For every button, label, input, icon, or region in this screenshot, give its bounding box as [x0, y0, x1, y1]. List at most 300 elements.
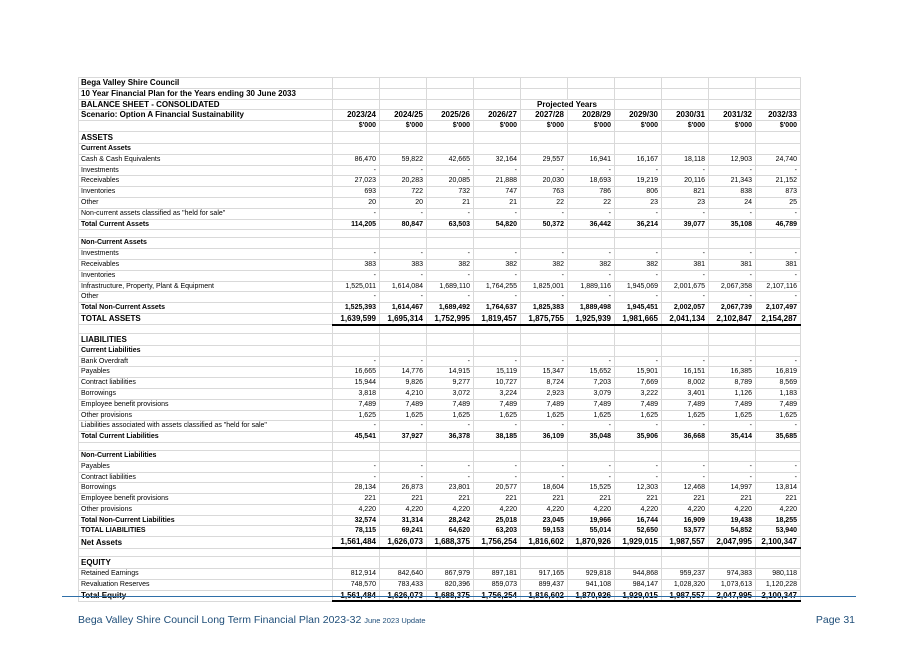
cell-value: 959,237: [662, 569, 709, 580]
year-header: 2031/32: [709, 110, 756, 121]
cell-value: 42,665: [427, 154, 474, 165]
year-header: 2025/26: [427, 110, 474, 121]
statement-row: [79, 99, 801, 110]
cell-value: 20,283: [380, 176, 427, 187]
table-row: [79, 399, 801, 410]
cell-value: 23: [615, 197, 662, 208]
cell-value: 1,875,755: [521, 313, 568, 324]
cell-value: -: [615, 165, 662, 176]
table-row: [79, 259, 801, 270]
cell-value: 383: [380, 259, 427, 270]
cell-value: 7,203: [568, 378, 615, 389]
cell-value: 1,764,637: [474, 303, 521, 314]
cell-value: 28,134: [333, 483, 380, 494]
cell-value: -: [568, 292, 615, 303]
row-label: LIABILITIES: [79, 333, 333, 345]
cell-value: 984,147: [615, 579, 662, 590]
table-row: [79, 410, 801, 421]
cell-value: 59,153: [521, 526, 568, 537]
cell-value: 221: [709, 494, 756, 505]
cell-value: 13,814: [756, 483, 801, 494]
cell-value: -: [380, 461, 427, 472]
cell-value: 382: [474, 259, 521, 270]
cell-value: 1,126: [709, 388, 756, 399]
row-label: Borrowings: [79, 483, 333, 494]
cell-value: 1,614,467: [380, 303, 427, 314]
cell-value: -: [709, 292, 756, 303]
cell-value: -: [662, 461, 709, 472]
cell-value: 1,625: [521, 410, 568, 421]
cell-value: 748,570: [333, 579, 380, 590]
cell-value: 1,625: [568, 410, 615, 421]
row-label: Non-current assets classified as "held for sale": [79, 208, 333, 219]
cell-value: 7,489: [709, 399, 756, 410]
cell-value: 1,626,073: [380, 590, 427, 601]
row-label: Current Assets: [79, 143, 333, 154]
cell-value: -: [380, 208, 427, 219]
cell-value: 24: [709, 197, 756, 208]
cell-value: 16,909: [662, 515, 709, 526]
total-row: [79, 526, 801, 537]
cell-value: 63,203: [474, 526, 521, 537]
total-row: [79, 432, 801, 443]
cell-value: 221: [662, 494, 709, 505]
spacer-row: [79, 325, 801, 334]
cell-value: 21,152: [756, 176, 801, 187]
year-header: 2023/24: [333, 110, 380, 121]
council-name: Bega Valley Shire Council: [79, 78, 333, 89]
plan-title: 10 Year Financial Plan for the Years ending 30 June 2033: [79, 88, 333, 99]
cell-value: 1,756,254: [474, 590, 521, 601]
cell-value: 15,652: [568, 367, 615, 378]
cell-value: 1,689,110: [427, 281, 474, 292]
cell-value: 2,001,675: [662, 281, 709, 292]
cell-value: -: [756, 472, 801, 483]
cell-value: 1,561,484: [333, 537, 380, 548]
cell-value: -: [662, 270, 709, 281]
year-header: 2027/28: [521, 110, 568, 121]
scenario-label: Scenario: Option A Financial Sustainability: [79, 110, 333, 121]
cell-value: 4,220: [333, 504, 380, 515]
cell-value: 786: [568, 187, 615, 198]
table-row: [79, 367, 801, 378]
cell-value: 20,085: [427, 176, 474, 187]
cell-value: 1,525,393: [333, 303, 380, 314]
cell-value: -: [380, 292, 427, 303]
section-heading-row: [79, 131, 801, 143]
cell-value: 1,028,320: [662, 579, 709, 590]
cell-value: 929,818: [568, 569, 615, 580]
row-label: Revaluation Reserves: [79, 579, 333, 590]
cell-value: 8,789: [709, 378, 756, 389]
cell-value: 50,372: [521, 219, 568, 230]
section-heading-row: [79, 333, 801, 345]
cell-value: -: [521, 208, 568, 219]
cell-value: 382: [521, 259, 568, 270]
cell-value: 381: [662, 259, 709, 270]
spacer-row: [79, 230, 801, 238]
cell-value: 46,789: [756, 219, 801, 230]
year-header: 2026/27: [474, 110, 521, 121]
cell-value: -: [333, 472, 380, 483]
table-row: [79, 292, 801, 303]
cell-value: -: [662, 472, 709, 483]
cell-value: 15,347: [521, 367, 568, 378]
row-label: Other: [79, 197, 333, 208]
cell-value: 732: [427, 187, 474, 198]
row-label: Inventories: [79, 187, 333, 198]
cell-value: 7,489: [521, 399, 568, 410]
cell-value: -: [662, 292, 709, 303]
cell-value: -: [474, 292, 521, 303]
cell-value: -: [474, 249, 521, 260]
cell-value: 2,067,358: [709, 281, 756, 292]
row-label: Payables: [79, 367, 333, 378]
cell-value: -: [333, 356, 380, 367]
cell-value: 2,102,847: [709, 313, 756, 324]
cell-value: 21: [427, 197, 474, 208]
cell-value: 21: [474, 197, 521, 208]
cell-value: 820,396: [427, 579, 474, 590]
cell-value: 4,220: [521, 504, 568, 515]
projected-years-label: Projected Years: [521, 99, 615, 110]
row-label: Contract liabilities: [79, 472, 333, 483]
cell-value: 221: [333, 494, 380, 505]
cell-value: 36,214: [615, 219, 662, 230]
cell-value: 812,914: [333, 569, 380, 580]
cell-value: 7,489: [427, 399, 474, 410]
cell-value: 35,685: [756, 432, 801, 443]
table-row: [79, 270, 801, 281]
cell-value: 18,693: [568, 176, 615, 187]
table-row: [79, 187, 801, 198]
cell-value: 873: [756, 187, 801, 198]
cell-value: -: [756, 356, 801, 367]
cell-value: 1,525,011: [333, 281, 380, 292]
cell-value: -: [521, 461, 568, 472]
cell-value: 1,689,492: [427, 303, 474, 314]
row-label: Payables: [79, 461, 333, 472]
cell-value: 1,561,484: [333, 590, 380, 601]
cell-value: 12,903: [709, 154, 756, 165]
total-row: [79, 537, 801, 548]
unit-header: $'000: [662, 121, 709, 132]
cell-value: -: [521, 421, 568, 432]
cell-value: 8,569: [756, 378, 801, 389]
cell-value: -: [662, 249, 709, 260]
cell-value: 747: [474, 187, 521, 198]
cell-value: 14,997: [709, 483, 756, 494]
cell-value: -: [427, 208, 474, 219]
unit-header: $'000: [474, 121, 521, 132]
cell-value: 31,314: [380, 515, 427, 526]
cell-value: 3,401: [662, 388, 709, 399]
row-label: EQUITY: [79, 557, 333, 569]
cell-value: 36,109: [521, 432, 568, 443]
row-label: Total Non-Current Liabilities: [79, 515, 333, 526]
cell-value: -: [474, 270, 521, 281]
cell-value: 21,343: [709, 176, 756, 187]
row-label: Employee benefit provisions: [79, 494, 333, 505]
cell-value: 54,852: [709, 526, 756, 537]
cell-value: -: [615, 461, 662, 472]
cell-value: 897,181: [474, 569, 521, 580]
cell-value: 4,220: [380, 504, 427, 515]
cell-value: -: [709, 249, 756, 260]
cell-value: -: [521, 270, 568, 281]
total-row: [79, 515, 801, 526]
cell-value: 838: [709, 187, 756, 198]
table-row: [79, 165, 801, 176]
cell-value: 19,219: [615, 176, 662, 187]
cell-value: 917,165: [521, 569, 568, 580]
cell-value: 1,639,599: [333, 313, 380, 324]
cell-value: 1,625: [427, 410, 474, 421]
row-label: Contract liabilities: [79, 378, 333, 389]
row-label: Total Current Assets: [79, 219, 333, 230]
cell-value: 899,437: [521, 579, 568, 590]
council-row: [79, 78, 801, 89]
footer-plan-title: Bega Valley Shire Council Long Term Financial Plan 2023-32: [78, 614, 362, 626]
cell-value: 1,764,255: [474, 281, 521, 292]
cell-value: 86,470: [333, 154, 380, 165]
row-label: Other provisions: [79, 504, 333, 515]
cell-value: 4,220: [568, 504, 615, 515]
row-label: ASSETS: [79, 131, 333, 143]
cell-value: -: [615, 292, 662, 303]
cell-value: 1,625: [709, 410, 756, 421]
cell-value: 1,073,613: [709, 579, 756, 590]
cell-value: 35,108: [709, 219, 756, 230]
cell-value: 16,385: [709, 367, 756, 378]
cell-value: 20,577: [474, 483, 521, 494]
cell-value: 1,625: [662, 410, 709, 421]
cell-value: 20,030: [521, 176, 568, 187]
row-label: Other provisions: [79, 410, 333, 421]
cell-value: -: [474, 356, 521, 367]
cell-value: 1,819,457: [474, 313, 521, 324]
cell-value: 3,079: [568, 388, 615, 399]
row-label: Total Current Liabilities: [79, 432, 333, 443]
cell-value: -: [427, 421, 474, 432]
unit-header: $'000: [333, 121, 380, 132]
subsection-heading-row: [79, 143, 801, 154]
row-label: Inventories: [79, 270, 333, 281]
table-row: [79, 281, 801, 292]
cell-value: 1,695,314: [380, 313, 427, 324]
cell-value: 18,255: [756, 515, 801, 526]
cell-value: 842,640: [380, 569, 427, 580]
cell-value: 32,164: [474, 154, 521, 165]
cell-value: 1,825,383: [521, 303, 568, 314]
cell-value: -: [427, 292, 474, 303]
cell-value: -: [333, 165, 380, 176]
cell-value: -: [756, 249, 801, 260]
cell-value: -: [615, 356, 662, 367]
table-row: [79, 356, 801, 367]
cell-value: -: [521, 356, 568, 367]
cell-value: 7,489: [756, 399, 801, 410]
cell-value: 24,740: [756, 154, 801, 165]
cell-value: 4,220: [709, 504, 756, 515]
cell-value: 25: [756, 197, 801, 208]
cell-value: 2,107,116: [756, 281, 801, 292]
table-row: [79, 461, 801, 472]
cell-value: 16,167: [615, 154, 662, 165]
cell-value: 4,220: [662, 504, 709, 515]
table-row: [79, 176, 801, 187]
cell-value: -: [380, 270, 427, 281]
row-label: Total Non-Current Assets: [79, 303, 333, 314]
cell-value: -: [662, 165, 709, 176]
cell-value: 4,220: [615, 504, 662, 515]
cell-value: -: [333, 461, 380, 472]
cell-value: 3,072: [427, 388, 474, 399]
cell-value: -: [380, 421, 427, 432]
row-label: Investments: [79, 249, 333, 260]
cell-value: 80,847: [380, 219, 427, 230]
cell-value: 1,870,926: [568, 590, 615, 601]
cell-value: 2,923: [521, 388, 568, 399]
row-label: Investments: [79, 165, 333, 176]
cell-value: 1,889,498: [568, 303, 615, 314]
cell-value: 3,818: [333, 388, 380, 399]
cell-value: 4,210: [380, 388, 427, 399]
cell-value: 9,277: [427, 378, 474, 389]
cell-value: 2,047,995: [709, 590, 756, 601]
cell-value: -: [615, 472, 662, 483]
cell-value: 23: [662, 197, 709, 208]
cell-value: 59,822: [380, 154, 427, 165]
year-header-row: [79, 110, 801, 121]
cell-value: 1,981,665: [615, 313, 662, 324]
cell-value: 2,041,134: [662, 313, 709, 324]
unit-header: $'000: [615, 121, 662, 132]
cell-value: -: [333, 208, 380, 219]
cell-value: 63,503: [427, 219, 474, 230]
cell-value: 2,100,347: [756, 537, 801, 548]
table-row: [79, 388, 801, 399]
cell-value: 1,816,602: [521, 590, 568, 601]
cell-value: 1,870,926: [568, 537, 615, 548]
subsection-heading-row: [79, 345, 801, 356]
cell-value: 35,414: [709, 432, 756, 443]
cell-value: 69,241: [380, 526, 427, 537]
row-label: Bank Overdraft: [79, 356, 333, 367]
cell-value: -: [427, 356, 474, 367]
cell-value: 221: [427, 494, 474, 505]
cell-value: 1,945,069: [615, 281, 662, 292]
cell-value: 1,752,995: [427, 313, 474, 324]
spacer-row: [79, 442, 801, 450]
year-header: 2029/30: [615, 110, 662, 121]
row-label: Receivables: [79, 176, 333, 187]
footer-update: June 2023 Update: [364, 616, 426, 625]
cell-value: 7,489: [333, 399, 380, 410]
cell-value: 974,383: [709, 569, 756, 580]
cell-value: 7,669: [615, 378, 662, 389]
cell-value: 20: [380, 197, 427, 208]
cell-value: 35,048: [568, 432, 615, 443]
cell-value: 14,915: [427, 367, 474, 378]
cell-value: 7,489: [568, 399, 615, 410]
cell-value: -: [333, 421, 380, 432]
cell-value: 941,108: [568, 579, 615, 590]
table-row: [79, 421, 801, 432]
cell-value: 980,118: [756, 569, 801, 580]
cell-value: -: [474, 421, 521, 432]
cell-value: 7,489: [380, 399, 427, 410]
cell-value: -: [756, 292, 801, 303]
cell-value: -: [662, 356, 709, 367]
cell-value: -: [756, 165, 801, 176]
cell-value: 1,688,375: [427, 590, 474, 601]
cell-value: 1,756,254: [474, 537, 521, 548]
cell-value: 693: [333, 187, 380, 198]
section-heading-row: [79, 557, 801, 569]
cell-value: 221: [474, 494, 521, 505]
table-row: [79, 494, 801, 505]
row-label: TOTAL ASSETS: [79, 313, 333, 324]
cell-value: 381: [756, 259, 801, 270]
year-header: 2028/29: [568, 110, 615, 121]
cell-value: 221: [568, 494, 615, 505]
cell-value: 20: [333, 197, 380, 208]
cell-value: 35,906: [615, 432, 662, 443]
cell-value: 52,650: [615, 526, 662, 537]
cell-value: -: [709, 356, 756, 367]
cell-value: 867,979: [427, 569, 474, 580]
unit-header: $'000: [756, 121, 801, 132]
cell-value: 2,100,347: [756, 590, 801, 601]
row-label: Non-Current Assets: [79, 238, 333, 249]
cell-value: 1,929,015: [615, 537, 662, 548]
cell-value: -: [568, 356, 615, 367]
cell-value: 16,151: [662, 367, 709, 378]
cell-value: 783,433: [380, 579, 427, 590]
cell-value: -: [474, 472, 521, 483]
cell-value: -: [568, 165, 615, 176]
cell-value: 54,820: [474, 219, 521, 230]
cell-value: -: [568, 208, 615, 219]
spacer-row: [79, 548, 801, 557]
cell-value: 1,625: [380, 410, 427, 421]
cell-value: 15,944: [333, 378, 380, 389]
cell-value: 3,222: [615, 388, 662, 399]
cell-value: 221: [756, 494, 801, 505]
cell-value: 7,489: [474, 399, 521, 410]
cell-value: 1,626,073: [380, 537, 427, 548]
row-label: Infrastructure, Property, Plant & Equipment: [79, 281, 333, 292]
table-row: [79, 579, 801, 590]
total-row: [79, 303, 801, 314]
cell-value: 382: [568, 259, 615, 270]
cell-value: 16,744: [615, 515, 662, 526]
cell-value: 19,438: [709, 515, 756, 526]
cell-value: 37,927: [380, 432, 427, 443]
cell-value: 2,002,057: [662, 303, 709, 314]
cell-value: 382: [427, 259, 474, 270]
cell-value: 4,220: [474, 504, 521, 515]
cell-value: 15,525: [568, 483, 615, 494]
cell-value: 16,819: [756, 367, 801, 378]
unit-row: [79, 121, 801, 132]
subsection-heading-row: [79, 238, 801, 249]
cell-value: -: [662, 421, 709, 432]
cell-value: 38,185: [474, 432, 521, 443]
cell-value: 14,776: [380, 367, 427, 378]
cell-value: 1,945,451: [615, 303, 662, 314]
